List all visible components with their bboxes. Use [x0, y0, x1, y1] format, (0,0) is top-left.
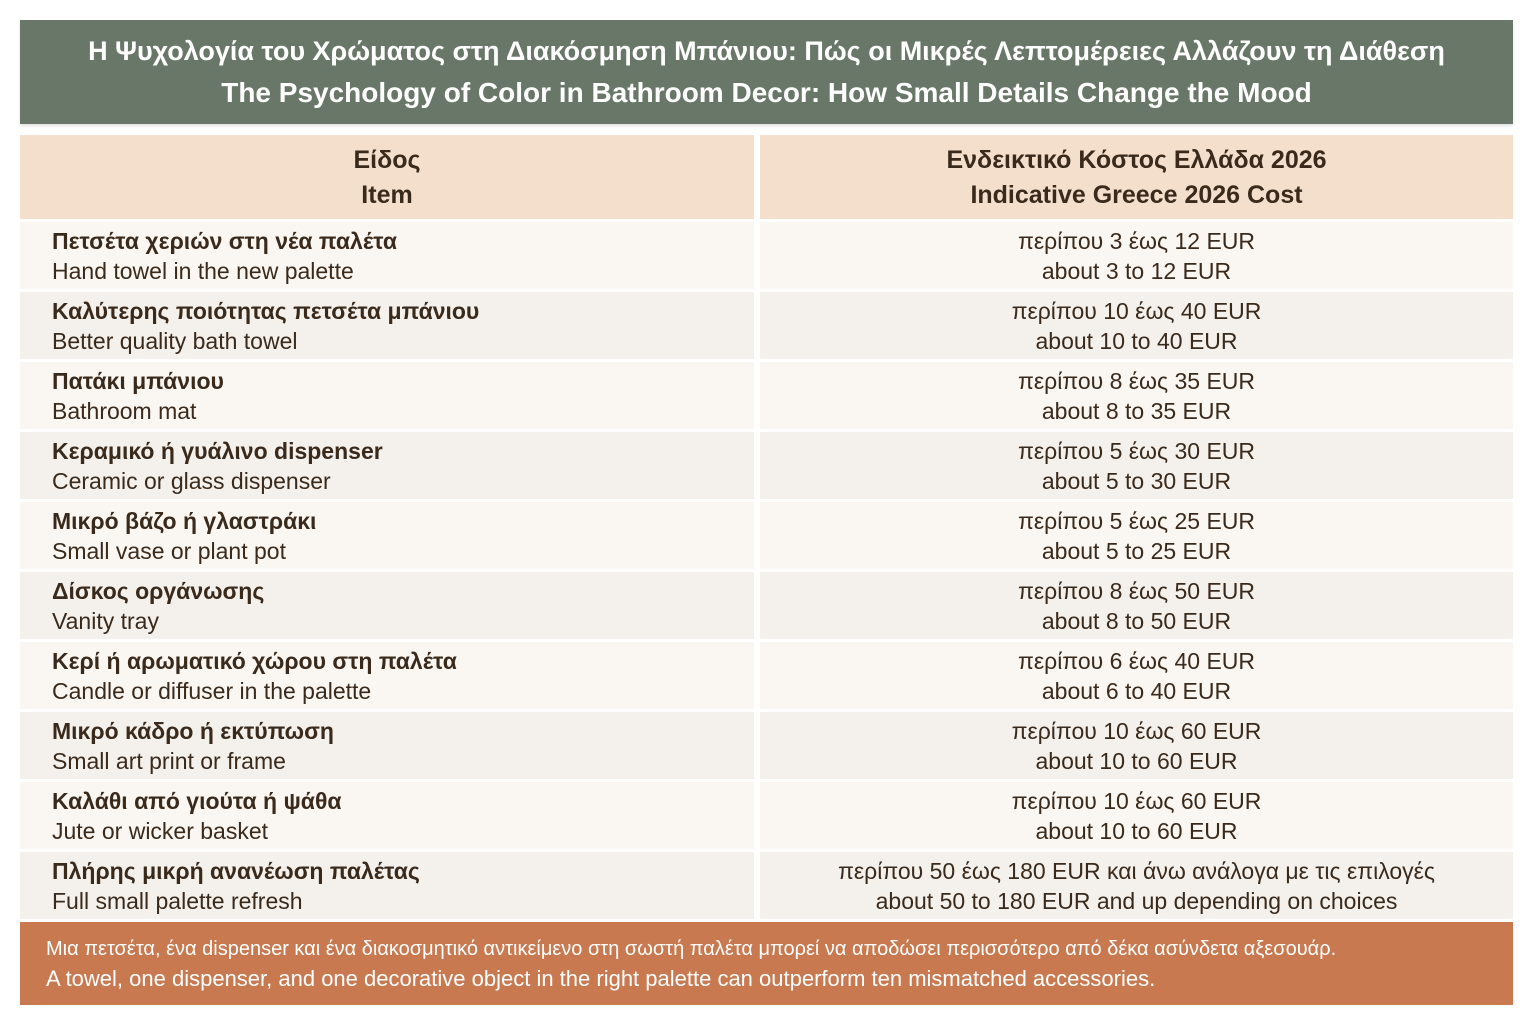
column-header-item-greek: Είδος — [353, 146, 421, 174]
table-row — [20, 782, 1513, 849]
cost-greek: περίπου 6 έως 40 EUR — [1017, 648, 1256, 674]
cost-english: about 8 to 35 EUR — [1041, 398, 1232, 424]
item-english: Bathroom mat — [52, 398, 197, 424]
column-header-cost-greek: Ενδεικτικό Κόστος Ελλάδα 2026 — [946, 146, 1327, 174]
item-cell — [20, 852, 754, 919]
cost-cell — [760, 292, 1513, 359]
item-greek: Πετσέτα χεριών στη νέα παλέτα — [52, 228, 397, 254]
item-english: Better quality bath towel — [52, 328, 298, 354]
cost-greek: περίπου 5 έως 30 EUR — [1017, 438, 1256, 464]
title-english: The Psychology of Color in Bathroom Decor: How Small Details Change the Mood — [221, 77, 1312, 108]
table-row — [20, 572, 1513, 639]
item-cell — [20, 712, 754, 779]
table-row — [20, 432, 1513, 499]
cost-cell — [760, 712, 1513, 779]
footer-note — [20, 922, 1513, 1005]
item-cell — [20, 502, 754, 569]
cost-cell — [760, 432, 1513, 499]
title-greek: Η Ψυχολογία του Χρώματος στη Διακόσμηση Μπάνιου: Πώς οι Μικρές Λεπτομέρειες Αλλάζουν τη Διάθεση — [88, 36, 1445, 66]
item-cell — [20, 572, 754, 639]
item-english: Vanity tray — [52, 608, 159, 634]
cost-cell — [760, 222, 1513, 289]
cost-greek: περίπου 10 έως 60 EUR — [1011, 788, 1262, 814]
cost-table — [20, 135, 1513, 922]
column-header-item-english: Item — [361, 181, 413, 209]
cost-greek: περίπου 10 έως 40 EUR — [1011, 298, 1262, 324]
item-greek: Κερί ή αρωματικό χώρου στη παλέτα — [52, 648, 457, 674]
footer-greek: Μια πετσέτα, ένα dispenser και ένα διακοσμητικό αντικείμενο στη σωστή παλέτα μπορεί να αποδώσει περισσότερο από δέκα ασύνδετα αξεσουάρ. — [46, 938, 1337, 960]
table-row — [20, 502, 1513, 569]
cost-greek: περίπου 8 έως 50 EUR — [1017, 578, 1256, 604]
cost-cell — [760, 362, 1513, 429]
item-greek: Κεραμικό ή γυάλινο dispenser — [52, 438, 383, 464]
item-cell — [20, 782, 754, 849]
table-row — [20, 292, 1513, 359]
item-greek: Πατάκι μπάνιου — [52, 368, 224, 394]
cost-english: about 5 to 25 EUR — [1041, 538, 1232, 564]
footer-english: A towel, one dispenser, and one decorative object in the right palette can outperform ten mismatched accessories. — [46, 966, 1156, 991]
table-row — [20, 222, 1513, 289]
cost-cell — [760, 782, 1513, 849]
column-header-cost-english: Indicative Greece 2026 Cost — [970, 181, 1303, 209]
item-cell — [20, 362, 754, 429]
cost-cell — [760, 572, 1513, 639]
item-english: Candle or diffuser in the palette — [52, 678, 372, 704]
cost-greek: περίπου 50 έως 180 EUR και άνω ανάλογα με τις επιλογές — [838, 858, 1435, 884]
cost-english: about 6 to 40 EUR — [1041, 678, 1232, 704]
title-banner — [20, 20, 1513, 124]
cost-english: about 10 to 60 EUR — [1035, 748, 1238, 774]
table-row — [20, 712, 1513, 779]
cost-greek: περίπου 3 έως 12 EUR — [1017, 228, 1256, 254]
item-english: Ceramic or glass dispenser — [52, 468, 331, 494]
item-english: Full small palette refresh — [52, 888, 303, 914]
cost-greek: περίπου 10 έως 60 EUR — [1011, 718, 1262, 744]
table-row — [20, 642, 1513, 709]
item-greek: Δίσκος οργάνωσης — [52, 578, 265, 604]
cost-english: about 10 to 60 EUR — [1035, 818, 1238, 844]
cost-greek: περίπου 8 έως 35 EUR — [1017, 368, 1256, 394]
item-english: Jute or wicker basket — [52, 818, 269, 844]
cost-english: about 50 to 180 EUR and up depending on choices — [875, 888, 1398, 914]
item-greek: Καλύτερης ποιότητας πετσέτα μπάνιου — [52, 298, 480, 324]
item-greek: Καλάθι από γιούτα ή ψάθα — [52, 788, 342, 814]
cost-cell — [760, 502, 1513, 569]
item-cell — [20, 222, 754, 289]
item-english: Hand towel in the new palette — [52, 258, 354, 284]
cost-cell — [760, 642, 1513, 709]
item-english: Small vase or plant pot — [52, 538, 286, 564]
table-header-row — [20, 135, 1513, 219]
item-cell — [20, 292, 754, 359]
table-row — [20, 362, 1513, 429]
item-greek: Μικρό κάδρο ή εκτύπωση — [52, 718, 334, 744]
item-english: Small art print or frame — [52, 748, 286, 774]
item-cell — [20, 432, 754, 499]
cost-english: about 8 to 50 EUR — [1041, 608, 1232, 634]
cost-english: about 5 to 30 EUR — [1041, 468, 1232, 494]
item-cell — [20, 642, 754, 709]
item-greek: Μικρό βάζο ή γλαστράκι — [52, 508, 317, 534]
cost-english: about 3 to 12 EUR — [1041, 258, 1232, 284]
cost-english: about 10 to 40 EUR — [1035, 328, 1238, 354]
cost-cell — [760, 852, 1513, 919]
column-header-item — [20, 135, 754, 219]
table-row — [20, 852, 1513, 919]
column-header-cost — [760, 135, 1513, 219]
item-greek: Πλήρης μικρή ανανέωση παλέτας — [52, 858, 420, 884]
cost-greek: περίπου 5 έως 25 EUR — [1017, 508, 1256, 534]
